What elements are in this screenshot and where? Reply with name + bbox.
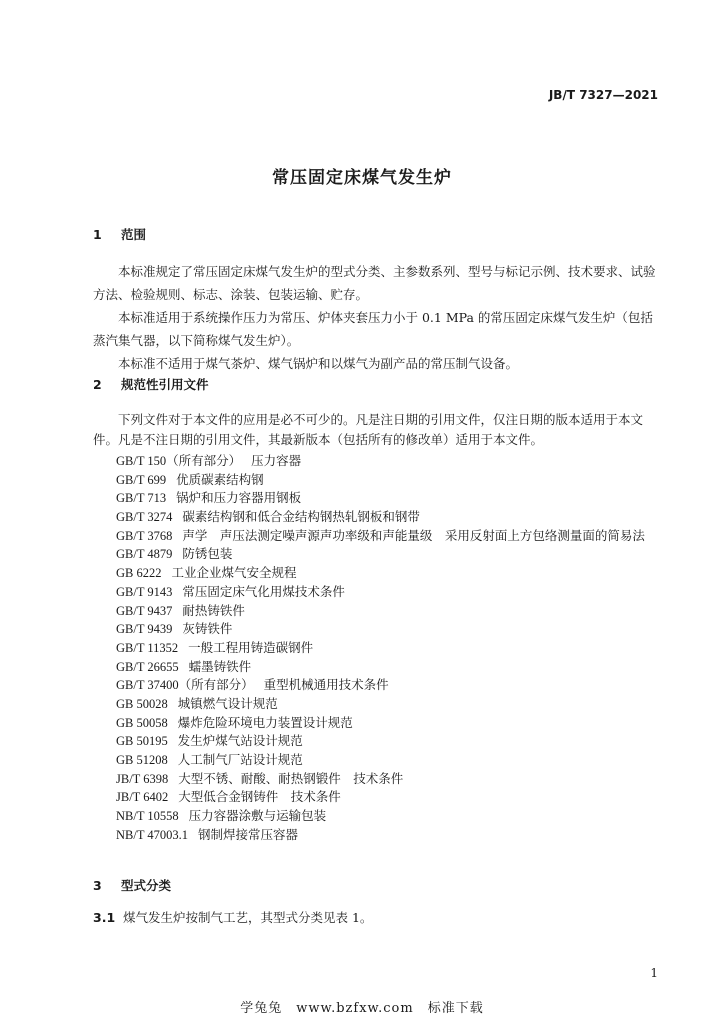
reference-code: GB/T 9143: [116, 584, 173, 599]
document-title: 常压固定床煤气发生炉: [272, 168, 452, 188]
reference-item: [116, 545, 645, 564]
reference-item: [116, 489, 645, 508]
reference-code: GB 51208: [116, 753, 168, 767]
reference-code: GB/T 713: [116, 491, 167, 506]
reference-name: 防锈包装: [182, 546, 233, 562]
reference-item: [116, 714, 645, 733]
reference-code: GB/T 699: [116, 472, 167, 487]
reference-name: 发生炉煤气站设计规范: [177, 733, 303, 749]
section-number: 3: [93, 878, 102, 893]
reference-item: [116, 807, 645, 826]
reference-name: 锅炉和压力容器用钢板: [176, 490, 302, 506]
section-title: 范围: [121, 227, 147, 242]
reference-name: 大型不锈、耐酸、耐热钢锻件 技术条件: [178, 770, 404, 786]
paragraph: 本标准不适用于煤气茶炉、煤气锅炉和以煤气为副产品的常压制气设备。: [118, 356, 519, 371]
reference-code: GB/T 3768: [116, 528, 173, 543]
reference-code: GB/T 3274: [116, 510, 173, 525]
reference-item: [116, 826, 645, 845]
section-number: 2: [93, 377, 102, 392]
reference-name: 压力容器: [251, 453, 302, 468]
reference-item: [116, 695, 645, 714]
reference-code: GB/T 9437: [116, 603, 173, 618]
reference-item: [116, 620, 645, 639]
page-number: 1: [650, 966, 658, 980]
paragraph: 下列文件对于本文件的应用是必不可少的。凡是注日期的引用文件，仅注日期的版本适用于本文件。凡是不注日期的引用文件，其最新版本（包括所有的修改单）适用于本文件。: [93, 412, 644, 447]
reference-code: JB/T 6398: [116, 771, 169, 786]
reference-code: GB/T 4879: [116, 547, 173, 562]
reference-list: [116, 452, 645, 844]
reference-code: GB/T 11352: [116, 640, 179, 655]
reference-name: 灰铸铁件: [182, 621, 233, 637]
standard-number: JB/T 7327—2021: [548, 88, 658, 102]
reference-name: 优质碳素结构钢: [176, 471, 264, 487]
reference-code: GB/T 26655: [116, 659, 179, 674]
reference-name: 城镇燃气设计规范: [177, 695, 278, 711]
section-3-heading: [93, 876, 171, 894]
section-1-heading: [93, 225, 146, 243]
paragraph: 本标准规定了常压固定床煤气发生炉的型式分类、主参数系列、型号与标记示例、技术要求、试验方法、检验规则、标志、涂装、包装运输、贮存。: [93, 264, 656, 302]
reference-name: 声学 声压法测定噪声源声功率级和声能量级 采用反射面上方包络测量面的简易法: [182, 527, 645, 543]
reference-name: 蠕墨铸铁件: [188, 658, 252, 674]
reference-code: GB 6222: [116, 566, 162, 581]
reference-name: 工业企业煤气安全规程: [171, 565, 297, 581]
reference-code: GB 50028: [116, 696, 168, 711]
reference-item: [116, 508, 645, 527]
reference-name: 耐热铸铁件: [182, 602, 245, 618]
reference-item: [116, 732, 645, 751]
reference-item: [116, 471, 645, 490]
reference-name: 碳素结构钢和低合金结构钢热轧钢板和钢带: [182, 509, 420, 525]
reference-item: [116, 583, 645, 602]
reference-code: GB 50058: [116, 715, 168, 730]
reference-item: [116, 452, 645, 471]
reference-name: 重型机械通用技术条件: [263, 677, 389, 693]
reference-code: NB/T 10558: [116, 809, 179, 824]
reference-code: NB/T 47003.1: [116, 827, 188, 842]
reference-item: [116, 676, 645, 695]
reference-code: GB 50195: [116, 734, 168, 749]
reference-item: [116, 564, 645, 583]
reference-name: 人工制气厂站设计规范: [177, 752, 303, 767]
reference-item: [116, 788, 645, 807]
reference-code: JB/T 6402: [116, 790, 169, 805]
footer-watermark: 学兔兔 www.bzfxw.com 标准下载: [240, 1001, 484, 1016]
reference-code: GB/T 9439: [116, 622, 173, 637]
reference-name: 一般工程用铸造碳钢件: [188, 639, 314, 655]
reference-code: GB/T 150（所有部分）: [116, 454, 242, 468]
clause-text: 煤气发生炉按制气工艺，其型式分类见表 1。: [123, 910, 373, 925]
reference-code: GB/T 37400（所有部分）: [116, 678, 254, 693]
section-2-intro: [93, 410, 663, 450]
clause-number: 3.1: [93, 910, 116, 925]
reference-item: [116, 751, 645, 770]
section-1-body: [93, 260, 663, 375]
reference-name: 爆炸危险环境电力装置设计规范: [177, 714, 353, 730]
reference-item: [116, 658, 645, 677]
section-number: 1: [93, 227, 102, 242]
section-title: 型式分类: [121, 878, 172, 893]
reference-name: 大型低合金钢铸件 技术条件: [178, 789, 341, 805]
section-title: 规范性引用文件: [121, 377, 209, 392]
clause-3-1: [93, 908, 372, 926]
reference-item: [116, 770, 645, 789]
paragraph: 本标准适用于系统操作压力为常压、炉体夹套压力小于 0.1 MPa 的常压固定床煤气发生炉（包括蒸汽集气器，以下简称煤气发生炉）。: [93, 310, 653, 348]
reference-item: [116, 639, 645, 658]
reference-name: 钢制焊接常压容器: [198, 826, 299, 842]
reference-name: 压力容器涂敷与运输包装: [188, 808, 327, 824]
section-2-heading: [93, 375, 209, 393]
reference-item: [116, 527, 645, 546]
reference-name: 常压固定床气化用煤技术条件: [182, 583, 345, 599]
reference-item: [116, 602, 645, 621]
